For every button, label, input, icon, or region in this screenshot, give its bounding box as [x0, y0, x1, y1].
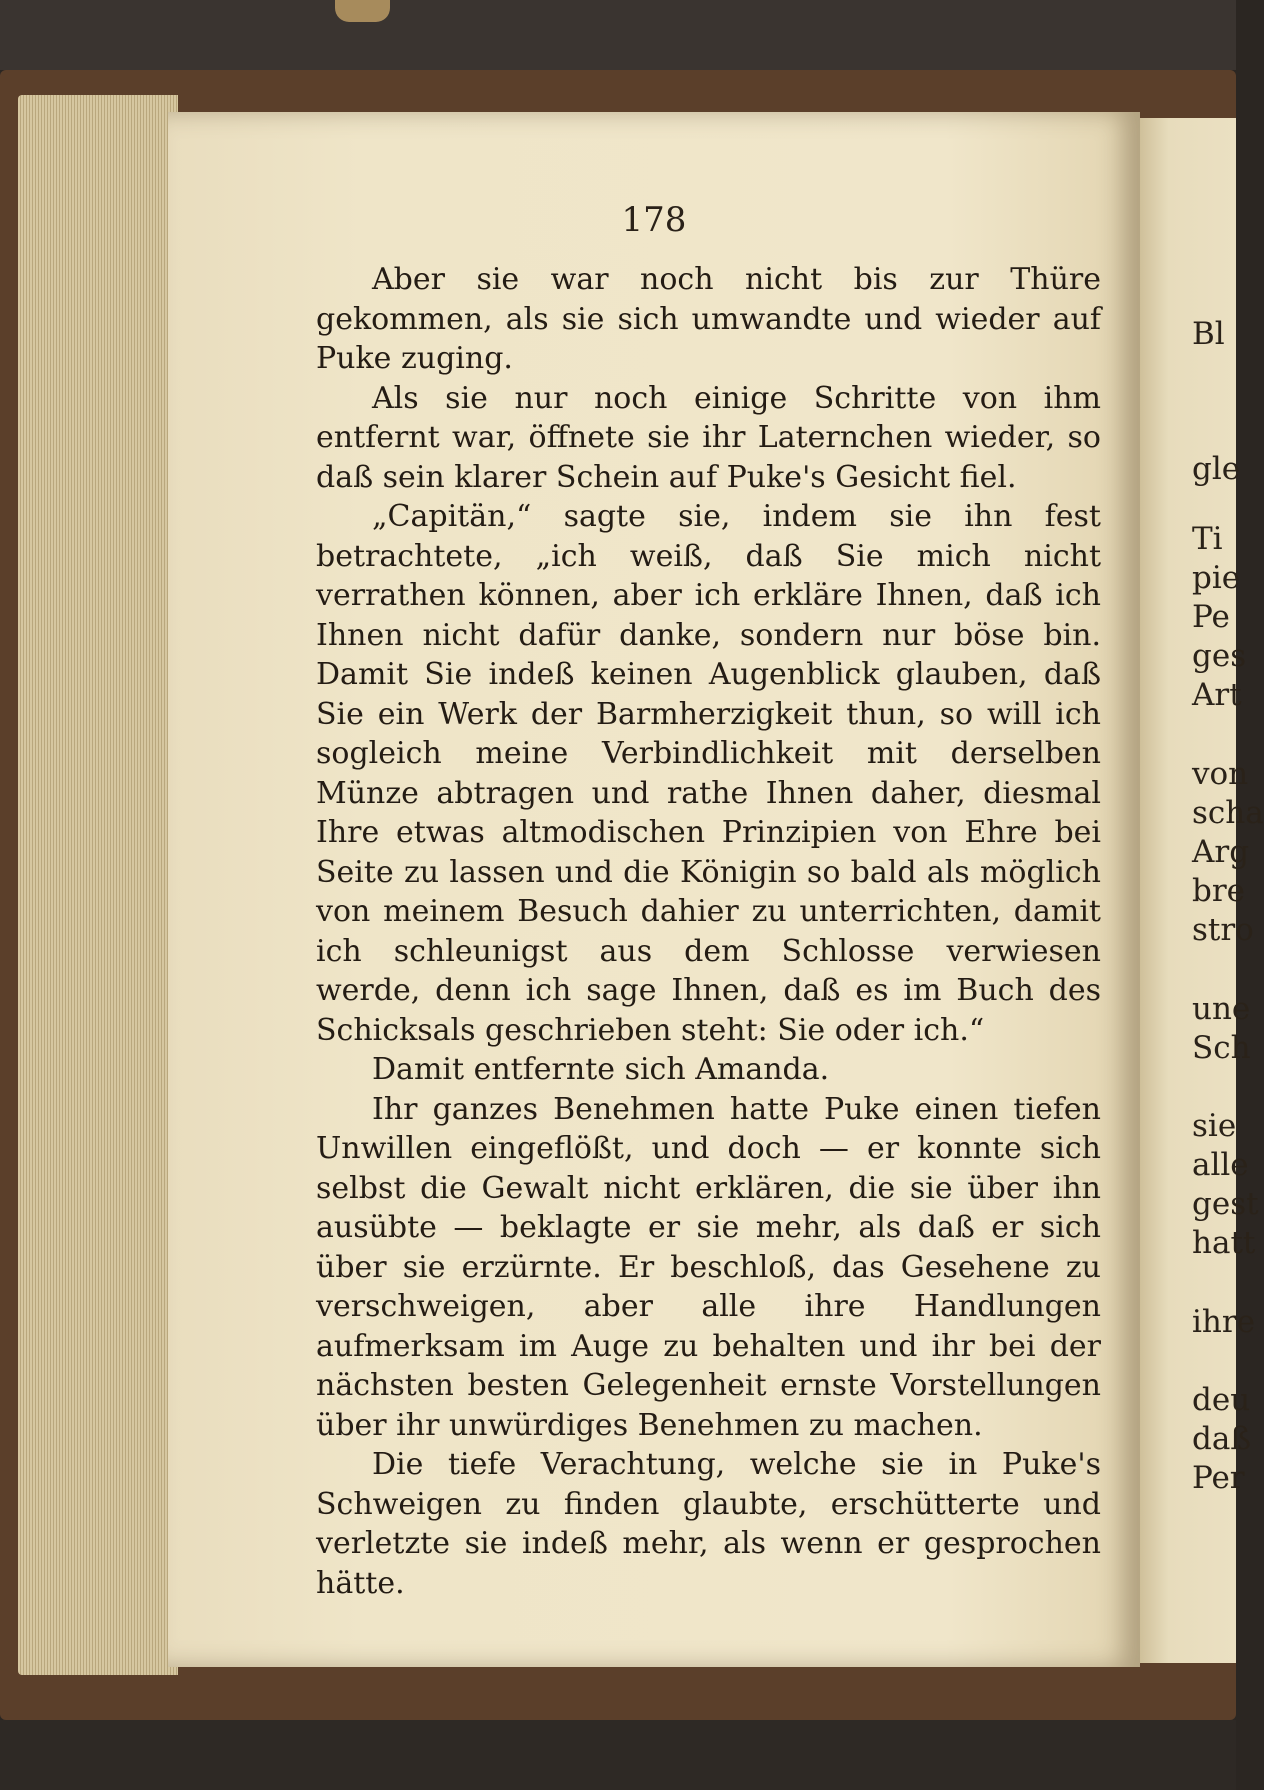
page-number: 178 — [621, 200, 687, 240]
right-fragment: ihre — [1192, 1304, 1256, 1340]
paragraph-1: Aber sie war noch nicht bis zur Thüre gekommen, als sie sich umwandte und wieder auf Puke zuging. — [316, 262, 1101, 376]
right-fragment: Bl — [1192, 316, 1225, 352]
right-fragment: Art — [1192, 677, 1242, 713]
table-background-bottom — [0, 1720, 1236, 1790]
right-fragment: pie — [1192, 560, 1241, 596]
right-fragment: Sch — [1192, 1030, 1251, 1066]
right-page — [1140, 118, 1264, 1663]
right-fragment: bre — [1192, 873, 1246, 909]
paragraph-4: Damit entfernte sich Amanda. — [372, 1052, 830, 1087]
right-fragment: hatt — [1192, 1225, 1256, 1261]
right-fragment: von — [1192, 756, 1249, 792]
page-text — [316, 260, 1101, 1603]
left-page — [168, 112, 1140, 1667]
right-fragment: stro — [1192, 912, 1254, 948]
page-edges — [18, 95, 178, 1675]
right-fragment: scha — [1192, 795, 1264, 831]
right-fragment: alle — [1192, 1147, 1249, 1183]
right-fragment: Arg — [1192, 834, 1250, 870]
right-fragment: Pe — [1192, 599, 1230, 635]
right-fragment: une — [1192, 991, 1251, 1027]
paragraph-3: „Capitän,“ sagte sie, indem sie ihn fest betrachtete, „ich weiß, daß Sie mich nicht verrathen können, aber ich erkläre Ihnen, daß ich Ihnen nicht dafür danke, sondern nur böse bin. Damit Sie indeß keinen Augenblick glauben, daß Sie ein Werk der Barmherzigkeit thun, so will ich sogleich meine Verbindlichkeit mit derselben Münze abtragen und rathe Ihnen daher, diesmal Ihre etwas altmodischen Prinzipien von Ehre bei Seite zu lassen und die Königin so bald als möglich von meinem Besuch dahier zu unterrichten, damit ich schleunigst aus dem Schlosse verwiesen werde, denn ich sage Ihnen, daß es im Buch des Schicksals geschrieben steht: Sie oder ich.“ — [316, 499, 1101, 1048]
paragraph-6: Die tiefe Verachtung, welche sie in Puke's Schweigen zu finden glaubte, erschütterte und verletzte sie indeß mehr, als wenn er gesprochen hätte. — [316, 1447, 1101, 1601]
right-fragment: sie — [1192, 1108, 1237, 1144]
right-fragment: gle — [1192, 451, 1241, 487]
right-fragment: ges — [1192, 638, 1247, 674]
right-fragment: deu — [1192, 1382, 1251, 1418]
right-fragment: daß — [1192, 1421, 1252, 1457]
paragraph-2: Als sie nur noch einige Schritte von ihm entfernt war, öffnete sie ihr Laternchen wieder, so daß sein klarer Schein auf Puke's Gesicht fiel. — [316, 380, 1101, 495]
paragraph-5: Ihr ganzes Benehmen hatte Puke einen tiefen Unwillen eingeflößt, und doch — er konnte sich selbst die Gewalt nicht erklären, die sie über ihn ausübte — beklagte er sie mehr, als daß er sich über sie erzürnte. Er beschloß, das Gesehene zu verschweigen, aber alle ihre Handlungen aufmerksam im Auge zu behalten und ihr bei der nächsten besten Gelegenheit ernste Vorstellungen über ihr unwürdiges Benehmen zu machen. — [316, 1091, 1101, 1443]
right-fragment: gest — [1192, 1186, 1259, 1222]
right-fragment: Ti — [1192, 521, 1223, 557]
right-fragment: Per — [1192, 1460, 1245, 1496]
table-background — [0, 0, 1236, 70]
bookmark-tab — [335, 0, 390, 22]
